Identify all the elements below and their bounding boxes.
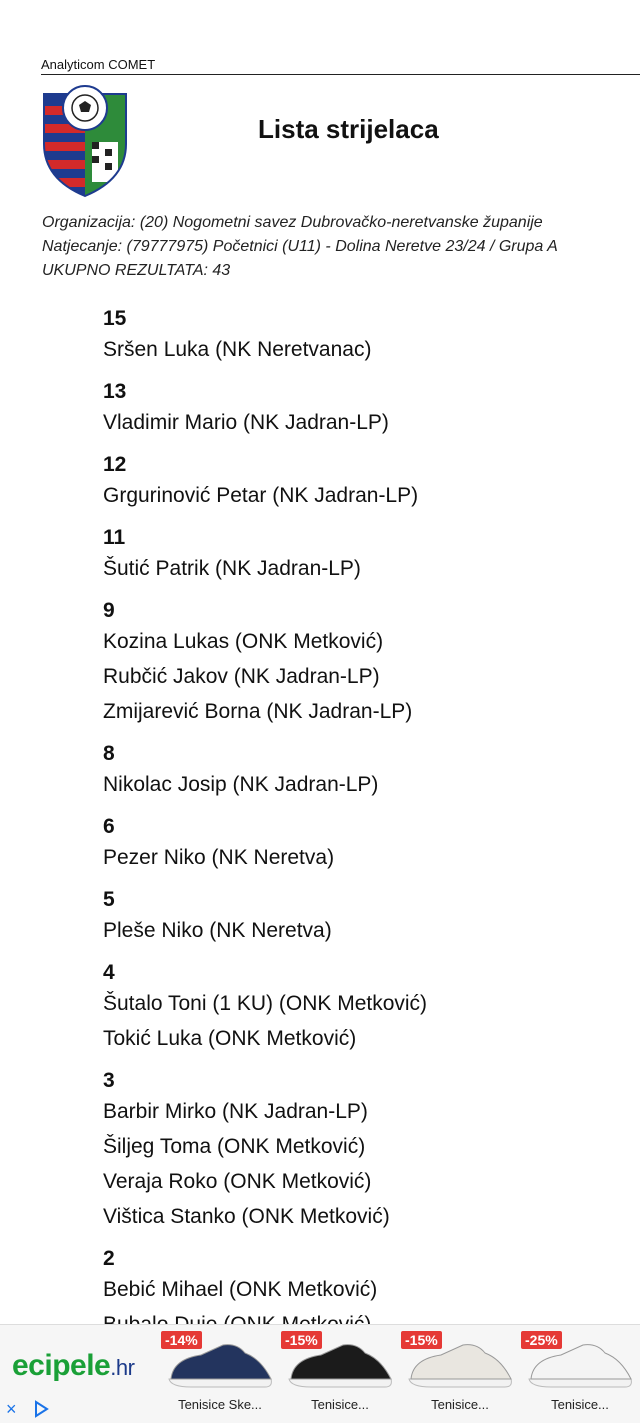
goal-count: 5 xyxy=(103,888,115,911)
player-entry: Pleše Niko (NK Neretva) xyxy=(103,919,332,942)
ad-brand-logo[interactable] xyxy=(12,1349,134,1383)
discount-badge: -14% xyxy=(161,1331,202,1349)
goal-count: 4 xyxy=(103,961,115,984)
player-entry: Rubčić Jakov (NK Jadran-LP) xyxy=(103,665,380,688)
ad-brand-suffix: .hr xyxy=(110,1355,135,1380)
federation-crest-logo xyxy=(40,84,130,199)
player-entry: Šutić Patrik (NK Jadran-LP) xyxy=(103,557,361,580)
player-entry: Šiljeg Toma (ONK Metković) xyxy=(103,1135,366,1158)
player-entry: Vištica Stanko (ONK Metković) xyxy=(103,1205,390,1228)
scorer-group xyxy=(103,741,623,802)
scorer-group xyxy=(103,379,623,440)
product-name: Tenisice... xyxy=(431,1397,489,1412)
goal-count: 12 xyxy=(103,453,127,476)
goal-count: 8 xyxy=(103,742,115,765)
goal-count: 3 xyxy=(103,1069,115,1092)
scorer-group xyxy=(103,814,623,875)
scorer-list xyxy=(103,306,623,1354)
discount-badge: -25% xyxy=(521,1331,562,1349)
competition-line: Natjecanje: (79777975) Početnici (U11) - Dolina Neretve 23/24 / Grupa A xyxy=(42,238,558,255)
player-entry: Sršen Luka (NK Neretvanac) xyxy=(103,338,372,361)
ad-choices-icon[interactable] xyxy=(32,1400,50,1418)
player-entry: Tokić Luka (ONK Metković) xyxy=(103,1027,357,1050)
goal-count: 6 xyxy=(103,815,115,838)
ad-product-card[interactable] xyxy=(281,1325,399,1423)
player-entry: Zmijarević Borna (NK Jadran-LP) xyxy=(103,700,413,723)
goal-count: 11 xyxy=(103,526,126,549)
ad-brand-name: ecipele xyxy=(12,1349,111,1382)
ad-product-card[interactable] xyxy=(161,1325,279,1423)
total-results-line: UKUPNO REZULTATA: 43 xyxy=(42,262,231,279)
page-title: Lista strijelaca xyxy=(258,114,439,144)
scorer-group xyxy=(103,960,623,1056)
player-entry: Grgurinović Petar (NK Jadran-LP) xyxy=(103,484,419,507)
product-name: Tenisice... xyxy=(311,1397,369,1412)
scorer-group xyxy=(103,306,623,367)
product-name: Tenisice... xyxy=(551,1397,609,1412)
competition-meta xyxy=(42,211,640,283)
goal-count: 15 xyxy=(103,307,127,330)
player-entry: Nikolac Josip (NK Jadran-LP) xyxy=(103,773,379,796)
ad-close-icon[interactable]: × xyxy=(6,1399,17,1419)
app-name: Analyticom COMET xyxy=(41,57,156,72)
goal-count: 13 xyxy=(103,380,127,403)
player-entry: Kozina Lukas (ONK Metković) xyxy=(103,630,384,653)
ad-product-card[interactable] xyxy=(521,1325,639,1423)
ad-product-card[interactable] xyxy=(401,1325,519,1423)
discount-badge: -15% xyxy=(401,1331,442,1349)
player-entry: Šutalo Toni (1 KU) (ONK Metković) xyxy=(103,992,428,1015)
scorer-group xyxy=(103,452,623,513)
ad-banner[interactable] xyxy=(0,1324,640,1423)
discount-badge: -15% xyxy=(281,1331,322,1349)
scorer-group xyxy=(103,598,623,729)
product-name: Tenisice Ske... xyxy=(178,1397,262,1412)
player-entry: Barbir Mirko (NK Jadran-LP) xyxy=(103,1100,368,1123)
organization-line: Organizacija: (20) Nogometni savez Dubrovačko-neretvanske županije xyxy=(42,214,543,231)
player-entry: Pezer Niko (NK Neretva) xyxy=(103,846,335,869)
player-entry: Bebić Mihael (ONK Metković) xyxy=(103,1278,378,1301)
scorer-group xyxy=(103,887,623,948)
player-entry: Vladimir Mario (NK Jadran-LP) xyxy=(103,411,389,434)
header-divider xyxy=(41,74,640,75)
scorer-group xyxy=(103,525,623,586)
goal-count: 9 xyxy=(103,599,115,622)
scorer-group xyxy=(103,1068,623,1234)
player-entry: Veraja Roko (ONK Metković) xyxy=(103,1170,372,1193)
goal-count: 2 xyxy=(103,1247,115,1270)
